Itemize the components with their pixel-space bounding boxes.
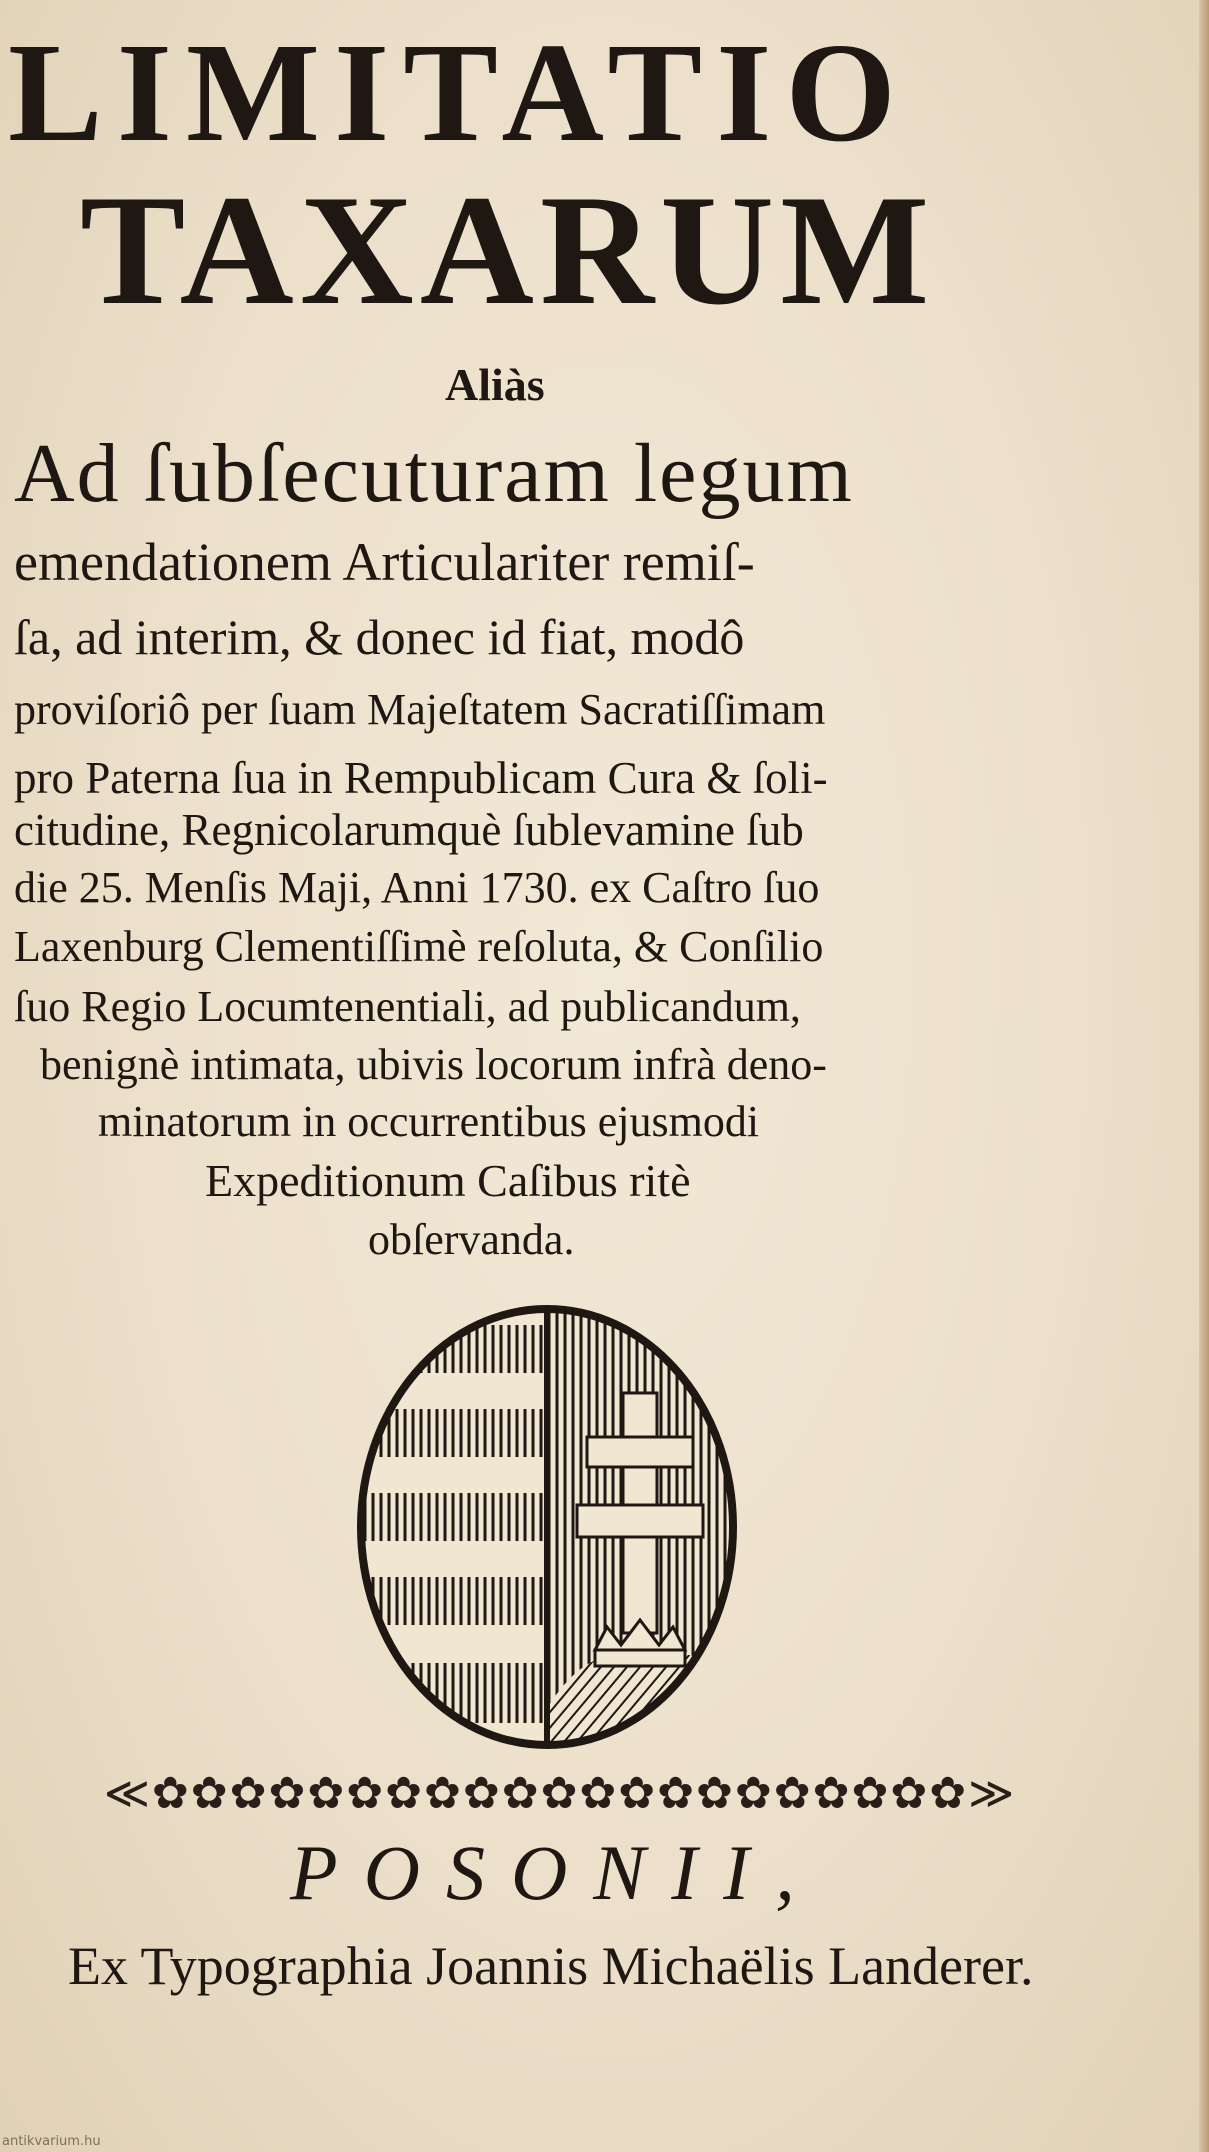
- body-line: obſervanda.: [368, 1215, 575, 1264]
- body-line: ſa, ad interim, & donec id fiat, modô: [14, 609, 745, 665]
- subtitle: Ad ſubſecuturam legum: [14, 427, 854, 520]
- body-line: Laxenburg Clementiſſimè reſoluta, & Conſilio: [14, 922, 824, 971]
- body-line: ſuo Regio Locumtenentiali, ad publicandum,: [14, 982, 801, 1031]
- hungarian-coat-of-arms-icon: [355, 1305, 740, 1750]
- printers-ornament-rule: ≪✿✿✿✿✿✿✿✿✿✿✿✿✿✿✿✿✿✿✿✿✿≫: [103, 1769, 1017, 1818]
- body-line: die 25. Menſis Maji, Anni 1730. ex Caſtro ſuo: [14, 863, 820, 912]
- imprint-printer: Ex Typographia Joannis Michaëlis Landerer.: [68, 1936, 1034, 1996]
- body-line: proviſoriô per ſuam Majeſtatem Sacratiſſimam: [14, 685, 826, 734]
- alias-word: Aliàs: [445, 359, 545, 410]
- imprint-city: POSONII,: [290, 1829, 821, 1916]
- body-line: minatorum in occurrentibus ejusmodi: [98, 1097, 760, 1146]
- title-line-2: TAXARUM: [80, 163, 936, 338]
- title-line-1: LIMITATIO: [8, 13, 910, 171]
- watermark: antikvarium.hu: [2, 2134, 101, 2149]
- body-line: Expeditionum Caſibus ritè: [205, 1155, 691, 1206]
- body-line: pro Paterna ſua in Rempublicam Cura & ſoli-: [14, 753, 828, 803]
- body-line: benignè intimata, ubivis locorum infrà deno-: [40, 1040, 827, 1089]
- body-line: citudine, Regnicolarumquè ſublevamine ſub: [14, 805, 804, 855]
- body-line: emendationem Articulariter remiſ-: [14, 532, 755, 592]
